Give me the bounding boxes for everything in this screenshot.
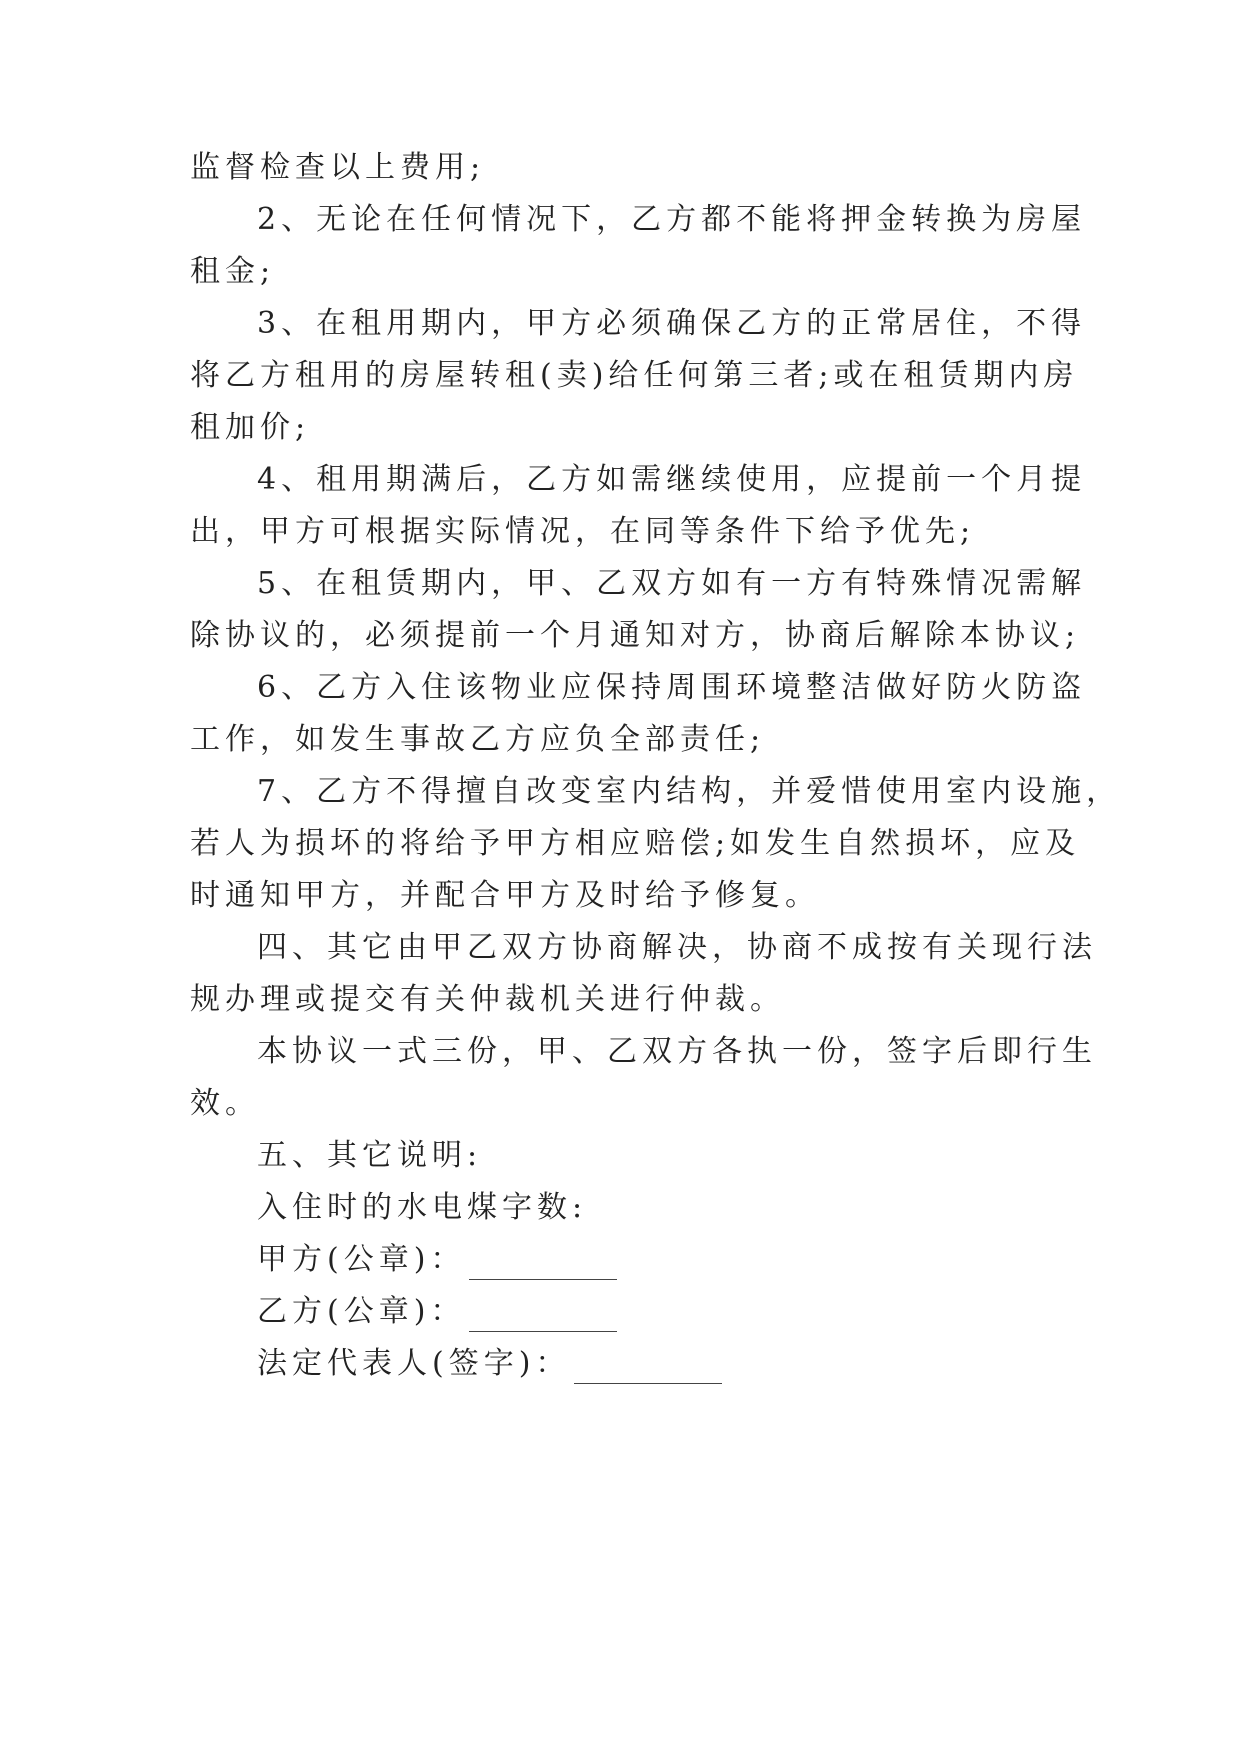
party-a-signature	[257, 1240, 1137, 1280]
text-line: 若人为损坏的将给予甲方相应赔偿;如发生自然损坏，应及	[190, 826, 1081, 861]
text-line: 将乙方租用的房屋转租(卖)给任何第三者;或在租赁期内房	[190, 358, 1079, 393]
clause-3: 3、在租用期内，甲方必须确保乙方的正常居住，不得	[257, 306, 1087, 341]
clause-2: 2、无论在任何情况下，乙方都不能将押金转换为房屋	[257, 202, 1087, 237]
text-line: 监督检查以上费用;	[190, 150, 486, 185]
text-line: 租加价;	[190, 410, 311, 445]
section-5-heading: 五、其它说明:	[257, 1138, 483, 1173]
text-line: 效。	[190, 1086, 260, 1121]
text-line: 出，甲方可根据实际情况，在同等条件下给予优先;	[190, 514, 976, 549]
legal-rep-label: 法定代表人(签字)：	[257, 1346, 571, 1381]
legal-rep-blank[interactable]	[574, 1353, 722, 1384]
party-a-label: 甲方(公章)：	[257, 1242, 466, 1277]
party-a-blank[interactable]	[469, 1249, 617, 1280]
text-line: 除协议的，必须提前一个月通知对方，协商后解除本协议;	[190, 618, 1081, 653]
party-b-label: 乙方(公章)：	[257, 1294, 466, 1329]
legal-rep-signature	[257, 1344, 1137, 1384]
party-b-blank[interactable]	[469, 1301, 617, 1332]
text-line: 工作，如发生事故乙方应负全部责任;	[190, 722, 766, 757]
text-line: 时通知甲方，并配合甲方及时给予修复。	[190, 878, 820, 913]
clause-4: 4、租用期满后，乙方如需继续使用，应提前一个月提	[257, 462, 1087, 497]
utility-readings: 入住时的水电煤字数:	[257, 1190, 588, 1225]
text-line: 规办理或提交有关仲裁机关进行仲裁。	[190, 982, 785, 1017]
clause-6: 6、乙方入住该物业应保持周围环境整洁做好防火防盗	[257, 670, 1087, 705]
clause-5: 5、在租赁期内，甲、乙双方如有一方有特殊情况需解	[257, 566, 1087, 601]
text-line: 租金;	[190, 254, 276, 289]
party-b-signature	[257, 1292, 1137, 1332]
agreement-copies: 本协议一式三份，甲、乙双方各执一份，签字后即行生	[257, 1034, 1097, 1069]
section-4: 四、其它由甲乙双方协商解决，协商不成按有关现行法	[257, 930, 1097, 965]
clause-7: 7、乙方不得擅自改变室内结构，并爱惜使用室内设施，	[257, 774, 1122, 809]
